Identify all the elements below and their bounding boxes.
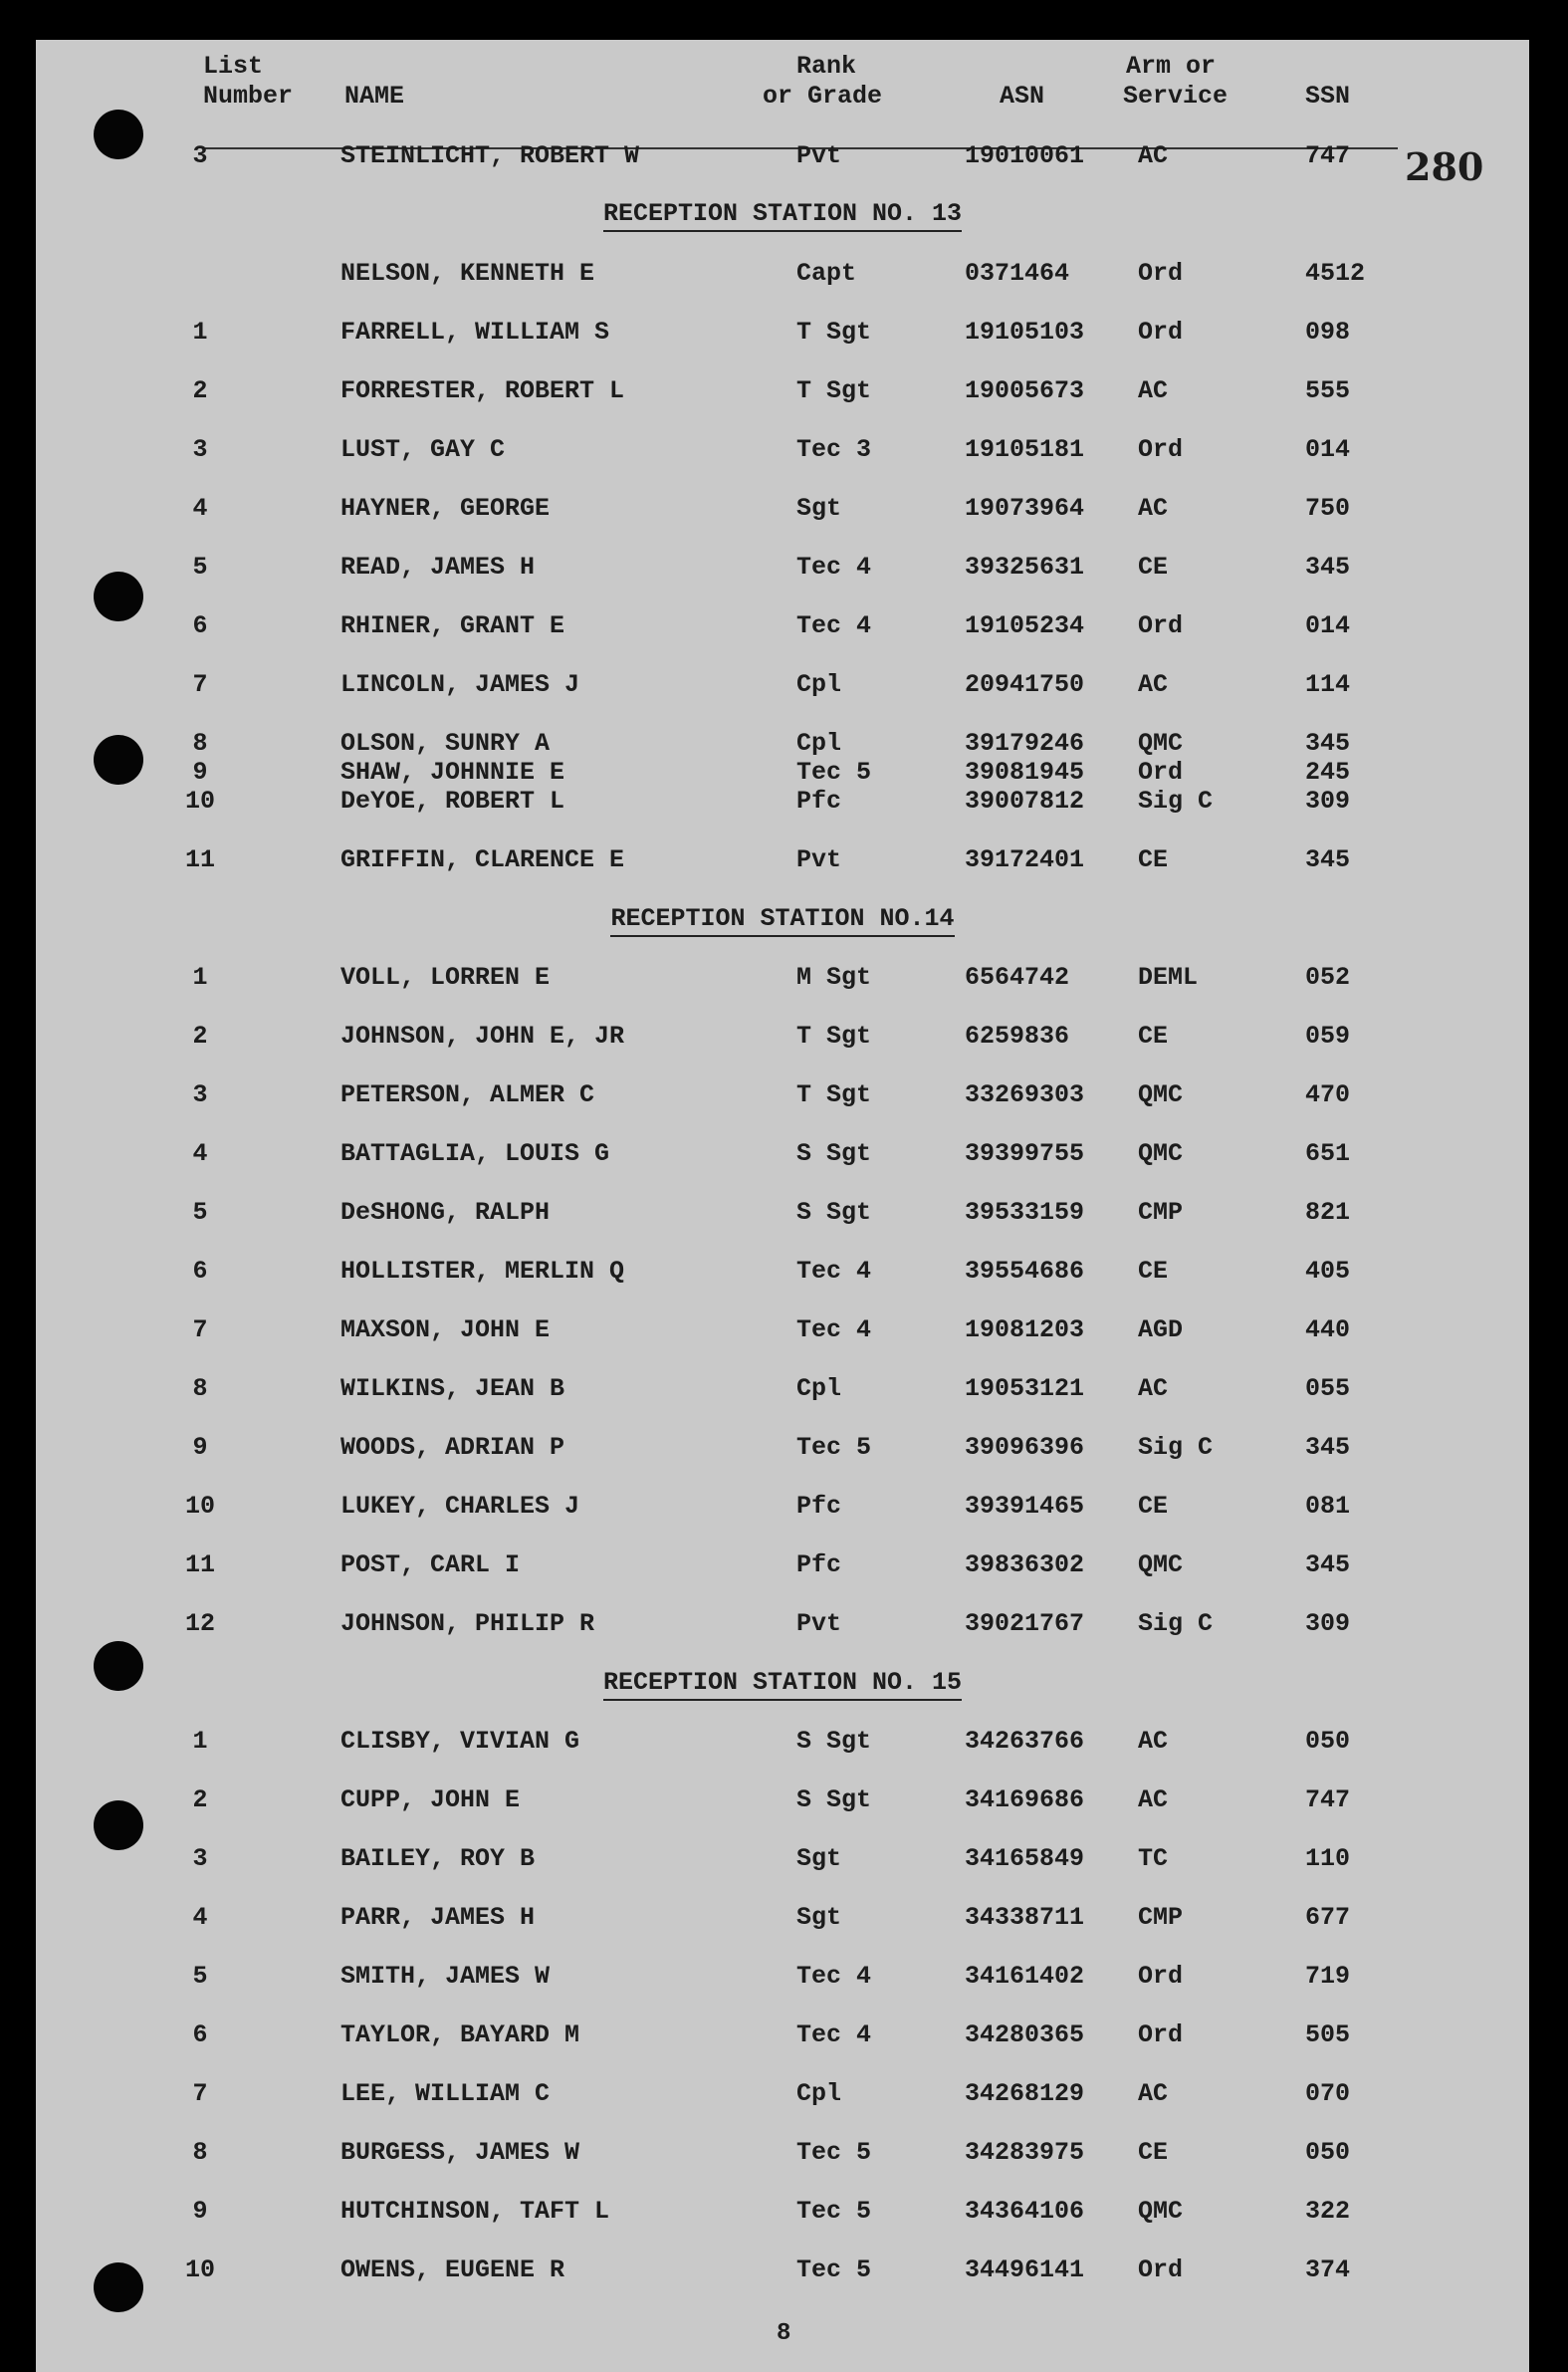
person-name: LINCOLN, JAMES J: [340, 670, 580, 699]
table-row: [36, 670, 1529, 700]
rank: Tec 4: [796, 2020, 872, 2049]
asn: 19010061: [965, 141, 1085, 170]
rank: Sgt: [796, 494, 842, 523]
asn: 6259836: [965, 1022, 1070, 1051]
person-name: SHAW, JOHNNIE E: [340, 758, 565, 787]
ssn: 055: [1305, 1374, 1351, 1403]
rank: S Sgt: [796, 1727, 872, 1756]
rank: Tec 5: [796, 2138, 872, 2167]
person-name: HAYNER, GEORGE: [340, 494, 551, 523]
ssn: 014: [1305, 435, 1351, 464]
list-number: 5: [192, 1962, 208, 1991]
ssn: 052: [1305, 963, 1351, 992]
person-name: BURGESS, JAMES W: [340, 2138, 580, 2167]
ssn: 081: [1305, 1492, 1351, 1521]
rank: T Sgt: [796, 1080, 872, 1109]
rank: T Sgt: [796, 1022, 872, 1051]
asn: 19105103: [965, 318, 1085, 347]
ssn: 309: [1305, 787, 1351, 816]
rank: Tec 4: [796, 1315, 872, 1344]
rank: S Sgt: [796, 1198, 872, 1227]
list-number: 3: [192, 1844, 208, 1873]
asn: 34280365: [965, 2020, 1085, 2049]
person-name: WOODS, ADRIAN P: [340, 1433, 565, 1462]
header-rank-1: Rank: [796, 52, 857, 81]
header-list-number-1: List: [203, 52, 264, 81]
list-number: 3: [192, 141, 208, 170]
table-row: [36, 435, 1529, 465]
asn: 19105234: [965, 611, 1085, 640]
person-name: STEINLICHT, ROBERT W: [340, 141, 640, 170]
table-row: [36, 1962, 1529, 1992]
person-name: BATTAGLIA, LOUIS G: [340, 1139, 610, 1168]
table-row: [36, 2020, 1529, 2050]
document-page: [36, 40, 1529, 2372]
person-name: OLSON, SUNRY A: [340, 729, 551, 758]
arm-service: AC: [1138, 376, 1169, 405]
list-number: 3: [192, 435, 208, 464]
table-row: [36, 141, 1529, 171]
list-number: 1: [192, 318, 208, 347]
rank: Sgt: [796, 1844, 842, 1873]
table-row: [36, 611, 1529, 641]
ssn: 070: [1305, 2079, 1351, 2108]
arm-service: Sig C: [1138, 1609, 1214, 1638]
rank: M Sgt: [796, 963, 872, 992]
section-title-text: RECEPTION STATION NO.14: [610, 904, 954, 937]
table-row: [36, 2197, 1529, 2227]
person-name: FARRELL, WILLIAM S: [340, 318, 610, 347]
arm-service: QMC: [1138, 2197, 1184, 2226]
ssn: 747: [1305, 141, 1351, 170]
person-name: CLISBY, VIVIAN G: [340, 1727, 580, 1756]
arm-service: QMC: [1138, 729, 1184, 758]
person-name: DeSHONG, RALPH: [340, 1198, 551, 1227]
rank: Capt: [796, 259, 857, 288]
ssn: 505: [1305, 2020, 1351, 2049]
ssn: 114: [1305, 670, 1351, 699]
list-number: 12: [184, 1609, 215, 1638]
person-name: READ, JAMES H: [340, 553, 536, 582]
asn: 34338711: [965, 1903, 1085, 1932]
asn: 39179246: [965, 729, 1085, 758]
list-number: 1: [192, 963, 208, 992]
person-name: LEE, WILLIAM C: [340, 2079, 551, 2108]
section-title: [36, 904, 1529, 933]
arm-service: CMP: [1138, 1198, 1184, 1227]
ssn: 309: [1305, 1609, 1351, 1638]
arm-service: QMC: [1138, 1550, 1184, 1579]
asn: 34165849: [965, 1844, 1085, 1873]
ssn: 651: [1305, 1139, 1351, 1168]
rank: T Sgt: [796, 318, 872, 347]
table-row: [36, 758, 1529, 788]
person-name: DeYOE, ROBERT L: [340, 787, 565, 816]
table-row: [36, 2255, 1529, 2285]
asn: 39399755: [965, 1139, 1085, 1168]
table-row: [36, 787, 1529, 817]
person-name: LUKEY, CHARLES J: [340, 1492, 580, 1521]
arm-service: AC: [1138, 494, 1169, 523]
asn: 0371464: [965, 259, 1070, 288]
table-row: [36, 494, 1529, 524]
header-asn: ASN: [1000, 82, 1045, 111]
list-number: 9: [192, 758, 208, 787]
table-row: [36, 1374, 1529, 1404]
person-name: JOHNSON, PHILIP R: [340, 1609, 595, 1638]
rank: Tec 5: [796, 2255, 872, 2284]
header-rank-2: or Grade: [763, 82, 883, 111]
arm-service: Sig C: [1138, 787, 1214, 816]
header-arm-2: Service: [1123, 82, 1229, 111]
ssn: 374: [1305, 2255, 1351, 2284]
rank: S Sgt: [796, 1785, 872, 1814]
person-name: CUPP, JOHN E: [340, 1785, 521, 1814]
person-name: LUST, GAY C: [340, 435, 506, 464]
table-row: [36, 376, 1529, 406]
list-number: 9: [192, 1433, 208, 1462]
list-number: 2: [192, 376, 208, 405]
table-row: [36, 1903, 1529, 1933]
ssn: 345: [1305, 553, 1351, 582]
ssn: 345: [1305, 1433, 1351, 1462]
arm-service: QMC: [1138, 1080, 1184, 1109]
header-list-number-2: Number: [203, 82, 294, 111]
asn: 34364106: [965, 2197, 1085, 2226]
rank: Cpl: [796, 670, 842, 699]
header-ssn: SSN: [1305, 82, 1351, 111]
ssn: 719: [1305, 1962, 1351, 1991]
table-row: [36, 1609, 1529, 1639]
person-name: WILKINS, JEAN B: [340, 1374, 565, 1403]
rank: Pfc: [796, 787, 842, 816]
asn: 39391465: [965, 1492, 1085, 1521]
person-name: PETERSON, ALMER C: [340, 1080, 595, 1109]
section-title: [36, 199, 1529, 228]
ssn: 345: [1305, 1550, 1351, 1579]
asn: 19081203: [965, 1315, 1085, 1344]
ssn: 405: [1305, 1257, 1351, 1286]
ssn: 555: [1305, 376, 1351, 405]
rank: Sgt: [796, 1903, 842, 1932]
list-number: 2: [192, 1785, 208, 1814]
arm-service: CE: [1138, 1257, 1169, 1286]
rank: Pvt: [796, 141, 842, 170]
rank: Cpl: [796, 1374, 842, 1403]
list-number: 10: [184, 787, 215, 816]
list-number: 7: [192, 1315, 208, 1344]
asn: 6564742: [965, 963, 1070, 992]
rank: Cpl: [796, 729, 842, 758]
rank: Tec 5: [796, 2197, 872, 2226]
asn: 39096396: [965, 1433, 1085, 1462]
asn: 39533159: [965, 1198, 1085, 1227]
list-number: 5: [192, 1198, 208, 1227]
ssn: 014: [1305, 611, 1351, 640]
arm-service: CMP: [1138, 1903, 1184, 1932]
ssn: 098: [1305, 318, 1351, 347]
list-number: 11: [184, 1550, 215, 1579]
header-arm-1: Arm or: [1126, 52, 1217, 81]
asn: 39172401: [965, 845, 1085, 874]
rank: Pfc: [796, 1550, 842, 1579]
list-number: 2: [192, 1022, 208, 1051]
rank: Tec 4: [796, 553, 872, 582]
arm-service: Ord: [1138, 318, 1184, 347]
person-name: HUTCHINSON, TAFT L: [340, 2197, 610, 2226]
arm-service: CE: [1138, 1022, 1169, 1051]
ssn: 059: [1305, 1022, 1351, 1051]
asn: 34268129: [965, 2079, 1085, 2108]
asn: 39081945: [965, 758, 1085, 787]
section-title-text: RECEPTION STATION NO. 15: [603, 1668, 962, 1701]
person-name: HOLLISTER, MERLIN Q: [340, 1257, 625, 1286]
asn: 33269303: [965, 1080, 1085, 1109]
header-name: NAME: [344, 82, 405, 111]
person-name: RHINER, GRANT E: [340, 611, 565, 640]
asn: 20941750: [965, 670, 1085, 699]
list-number: 8: [192, 729, 208, 758]
asn: 19053121: [965, 1374, 1085, 1403]
table-row: [36, 1727, 1529, 1757]
asn: 39325631: [965, 553, 1085, 582]
list-number: 10: [184, 1492, 215, 1521]
list-number: 6: [192, 1257, 208, 1286]
table-row: [36, 1022, 1529, 1052]
rank: Tec 4: [796, 1257, 872, 1286]
table-row: [36, 1315, 1529, 1345]
arm-service: AC: [1138, 1374, 1169, 1403]
person-name: MAXSON, JOHN E: [340, 1315, 551, 1344]
table-row: [36, 1433, 1529, 1463]
asn: 19005673: [965, 376, 1085, 405]
person-name: OWENS, EUGENE R: [340, 2255, 565, 2284]
arm-service: QMC: [1138, 1139, 1184, 1168]
person-name: SMITH, JAMES W: [340, 1962, 551, 1991]
arm-service: AC: [1138, 1785, 1169, 1814]
asn: 39554686: [965, 1257, 1085, 1286]
asn: 34496141: [965, 2255, 1085, 2284]
ssn: 245: [1305, 758, 1351, 787]
arm-service: TC: [1138, 1844, 1169, 1873]
list-number: 8: [192, 1374, 208, 1403]
table-row: [36, 2079, 1529, 2109]
arm-service: Ord: [1138, 758, 1184, 787]
asn: 19105181: [965, 435, 1085, 464]
person-name: GRIFFIN, CLARENCE E: [340, 845, 625, 874]
person-name: JOHNSON, JOHN E, JR: [340, 1022, 625, 1051]
ssn: 322: [1305, 2197, 1351, 2226]
asn: 39836302: [965, 1550, 1085, 1579]
ssn: 440: [1305, 1315, 1351, 1344]
list-number: 7: [192, 2079, 208, 2108]
ssn: 050: [1305, 1727, 1351, 1756]
ssn: 110: [1305, 1844, 1351, 1873]
list-number: 4: [192, 1139, 208, 1168]
table-row: [36, 1844, 1529, 1874]
rank: Pvt: [796, 1609, 842, 1638]
list-number: 8: [192, 2138, 208, 2167]
arm-service: CE: [1138, 1492, 1169, 1521]
table-row: [36, 1257, 1529, 1287]
list-number: 5: [192, 553, 208, 582]
arm-service: DEML: [1138, 963, 1199, 992]
arm-service: AC: [1138, 2079, 1169, 2108]
arm-service: CE: [1138, 845, 1169, 874]
ssn: 050: [1305, 2138, 1351, 2167]
table-row: [36, 845, 1529, 875]
ssn: 747: [1305, 1785, 1351, 1814]
table-row: [36, 2138, 1529, 2168]
list-number: 4: [192, 1903, 208, 1932]
rank: Pfc: [796, 1492, 842, 1521]
asn: 34263766: [965, 1727, 1085, 1756]
person-name: POST, CARL I: [340, 1550, 521, 1579]
person-name: VOLL, LORREN E: [340, 963, 551, 992]
arm-service: CE: [1138, 2138, 1169, 2167]
ssn: 750: [1305, 494, 1351, 523]
arm-service: CE: [1138, 553, 1169, 582]
ssn: 4512: [1305, 259, 1366, 288]
ssn: 821: [1305, 1198, 1351, 1227]
arm-service: AC: [1138, 1727, 1169, 1756]
person-name: BAILEY, ROY B: [340, 1844, 536, 1873]
list-number: 3: [192, 1080, 208, 1109]
table-row: [36, 729, 1529, 759]
section-title-text: RECEPTION STATION NO. 13: [603, 199, 962, 232]
page-number: 280: [1405, 144, 1484, 189]
list-number: 1: [192, 1727, 208, 1756]
rank: S Sgt: [796, 1139, 872, 1168]
ssn: 345: [1305, 845, 1351, 874]
arm-service: Ord: [1138, 611, 1184, 640]
table-row: [36, 963, 1529, 993]
arm-service: AGD: [1138, 1315, 1184, 1344]
list-number: 6: [192, 611, 208, 640]
arm-service: Sig C: [1138, 1433, 1214, 1462]
ssn: 677: [1305, 1903, 1351, 1932]
rank: Tec 4: [796, 611, 872, 640]
ssn: 345: [1305, 729, 1351, 758]
rank: Tec 5: [796, 758, 872, 787]
table-row: [36, 553, 1529, 583]
list-number: 4: [192, 494, 208, 523]
person-name: NELSON, KENNETH E: [340, 259, 595, 288]
asn: 39007812: [965, 787, 1085, 816]
person-name: TAYLOR, BAYARD M: [340, 2020, 580, 2049]
asn: 34169686: [965, 1785, 1085, 1814]
list-number: 6: [192, 2020, 208, 2049]
asn: 34161402: [965, 1962, 1085, 1991]
asn: 39021767: [965, 1609, 1085, 1638]
rank: Tec 5: [796, 1433, 872, 1462]
person-name: FORRESTER, ROBERT L: [340, 376, 625, 405]
table-row: [36, 259, 1529, 289]
rank: T Sgt: [796, 376, 872, 405]
list-number: 11: [184, 845, 215, 874]
arm-service: Ord: [1138, 259, 1184, 288]
table-row: [36, 1492, 1529, 1522]
section-title: [36, 1668, 1529, 1697]
arm-service: Ord: [1138, 2020, 1184, 2049]
person-name: PARR, JAMES H: [340, 1903, 536, 1932]
rank: Cpl: [796, 2079, 842, 2108]
list-number: 9: [192, 2197, 208, 2226]
table-row: [36, 1080, 1529, 1110]
table-row: [36, 318, 1529, 348]
table-row: [36, 1139, 1529, 1169]
arm-service: Ord: [1138, 1962, 1184, 1991]
rank: Pvt: [796, 845, 842, 874]
asn: 19073964: [965, 494, 1085, 523]
table-row: [36, 1785, 1529, 1815]
arm-service: Ord: [1138, 2255, 1184, 2284]
list-number: 10: [184, 2255, 215, 2284]
arm-service: AC: [1138, 670, 1169, 699]
asn: 34283975: [965, 2138, 1085, 2167]
ssn: 470: [1305, 1080, 1351, 1109]
arm-service: AC: [1138, 141, 1169, 170]
table-row: [36, 1550, 1529, 1580]
table-row: [36, 1198, 1529, 1228]
list-number: 7: [192, 670, 208, 699]
rank: Tec 3: [796, 435, 872, 464]
footer-page-marker: 8: [777, 2320, 791, 2347]
rank: Tec 4: [796, 1962, 872, 1991]
arm-service: Ord: [1138, 435, 1184, 464]
